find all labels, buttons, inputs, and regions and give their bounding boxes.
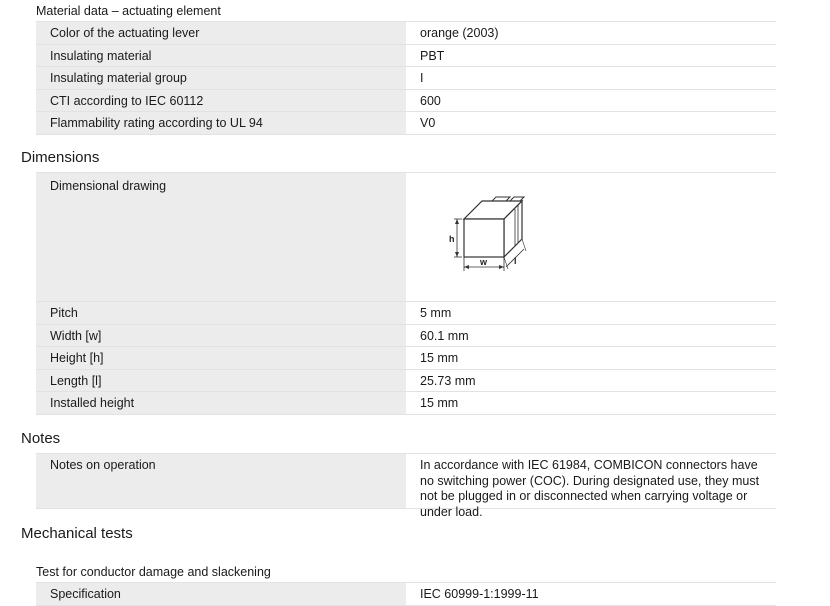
table-row [36, 44, 776, 67]
row-label: Dimensional drawing [36, 173, 406, 301]
row-value: 600 [406, 90, 776, 112]
row-label: CTI according to IEC 60112 [36, 90, 406, 112]
material-data-table [36, 21, 776, 135]
row-value: 15 mm [406, 347, 776, 369]
width-label: w [480, 257, 488, 267]
dimensions-title: Dimensions [21, 149, 100, 166]
table-row [36, 21, 776, 44]
table-row [36, 89, 776, 112]
height-label: h [449, 234, 455, 244]
row-label: Flammability rating according to UL 94 [36, 112, 406, 134]
row-value: 25.73 mm [406, 370, 776, 392]
table-row [36, 111, 776, 135]
row-value: IEC 60999-1:1999-11 [406, 583, 776, 605]
row-value: In accordance with IEC 61984, COMBICON connectors have no switching power (COC). During designated use, they must not be plugged in or disconnected when carrying voltage or under load. [406, 454, 776, 508]
row-label: Length [l] [36, 370, 406, 392]
conductor-test-heading: Test for conductor damage and slackening [36, 565, 271, 579]
length-label: l [514, 256, 517, 266]
row-label: Insulating material [36, 45, 406, 67]
table-row [36, 66, 776, 89]
row-value: I [406, 67, 776, 89]
row-label: Specification [36, 583, 406, 605]
row-value: 5 mm [406, 302, 776, 324]
table-row [36, 324, 776, 347]
row-label: Notes on operation [36, 454, 406, 508]
table-row [36, 301, 776, 324]
table-row [36, 172, 776, 301]
table-row [36, 346, 776, 369]
table-row [36, 391, 776, 415]
row-label: Color of the actuating lever [36, 22, 406, 44]
mechanical-tests-table [36, 582, 776, 606]
row-label: Width [w] [36, 325, 406, 347]
dimensions-table [36, 172, 776, 415]
material-data-heading: Material data – actuating element [36, 4, 221, 18]
mechanical-tests-title: Mechanical tests [21, 525, 133, 542]
notes-table [36, 453, 776, 519]
row-label: Installed height [36, 392, 406, 414]
row-value: orange (2003) [406, 22, 776, 44]
table-row [36, 582, 776, 606]
row-value: 15 mm [406, 392, 776, 414]
row-label: Height [h] [36, 347, 406, 369]
dimensional-drawing-cell [406, 173, 776, 301]
table-row [36, 369, 776, 392]
table-row [36, 453, 776, 519]
row-value: PBT [406, 45, 776, 67]
notes-title: Notes [21, 430, 61, 447]
row-label: Insulating material group [36, 67, 406, 89]
row-value: 60.1 mm [406, 325, 776, 347]
row-value: V0 [406, 112, 776, 134]
row-label: Pitch [36, 302, 406, 324]
dimensional-drawing [444, 191, 544, 279]
